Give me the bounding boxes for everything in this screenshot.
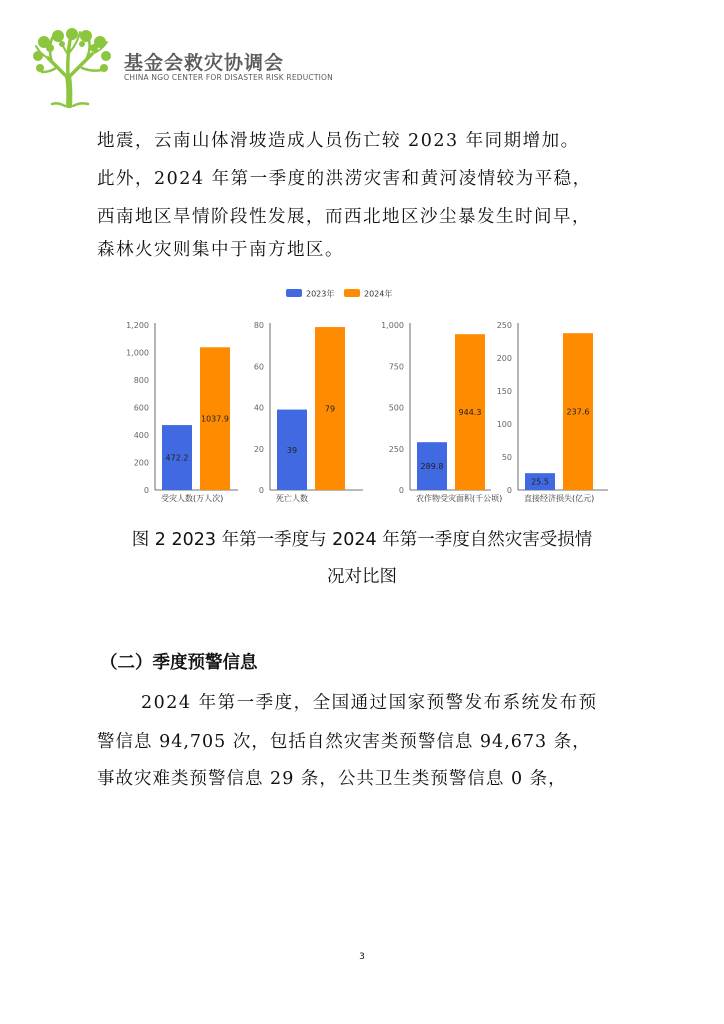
paragraph-line: 此外，2024 年第一季度的洪涝灾害和黄河凌情较为平稳，: [97, 169, 592, 189]
category-label: 直接经济损失(亿元): [524, 494, 595, 503]
data-label: 1037.9: [201, 414, 229, 424]
y-tick-label: 600: [133, 403, 149, 413]
data-label: 79: [324, 404, 336, 414]
paragraph-line: 2024 年第一季度，全国通过国家预警发布系统发布预: [141, 693, 598, 713]
y-tick-label: 80: [253, 321, 264, 330]
paragraph-line: 西南地区旱情阶段性发展，而西北地区沙尘暴发生时间早，: [97, 207, 591, 227]
y-tick-label: 1,000: [381, 321, 404, 330]
org-name: 基金会救灾协调会: [124, 52, 285, 74]
data-label: 25.5: [531, 477, 549, 487]
data-label: 944.3: [458, 408, 482, 418]
legend-swatch: [344, 289, 360, 297]
paragraph-line: 地震，云南山体滑坡造成人员伤亡较 2023 年同期增加。: [97, 131, 580, 151]
data-label: 472.2: [165, 453, 189, 463]
y-tick-label: 60: [253, 362, 264, 372]
category-label: 受灾人数(万人次): [161, 494, 224, 503]
data-label: 289.8: [420, 462, 444, 472]
y-tick-label: 0: [506, 486, 512, 495]
legend-swatch: [286, 289, 302, 297]
category-label: 农作物受灾面积(千公顷): [416, 494, 503, 503]
y-tick-label: 0: [258, 486, 264, 495]
y-tick-label: 0: [143, 486, 149, 495]
data-label: 39: [286, 445, 298, 455]
page-number: 3: [359, 952, 365, 962]
y-tick-label: 200: [133, 458, 149, 468]
y-tick-label: 500: [388, 403, 404, 413]
y-tick-label: 250: [496, 321, 512, 330]
y-tick-label: 150: [496, 387, 512, 396]
tree-logo-icon: [32, 28, 112, 108]
y-tick-label: 40: [253, 403, 264, 413]
y-tick-label: 400: [133, 431, 149, 440]
y-tick-label: 250: [388, 444, 404, 454]
figure-caption-line2: 况对比图: [327, 567, 397, 587]
category-label: 死亡人数: [276, 494, 308, 503]
y-tick-label: 0: [398, 486, 404, 495]
data-label: 237.6: [566, 407, 590, 417]
paragraph-line: 森林火灾则集中于南方地区。: [97, 240, 344, 260]
y-tick-label: 100: [496, 420, 512, 429]
y-tick-label: 750: [388, 362, 404, 372]
y-tick-label: 50: [501, 453, 512, 462]
legend-label: 2024年: [364, 289, 393, 299]
legend-label: 2023年: [306, 289, 335, 299]
paragraph-line: 警信息 94,705 次，包括自然灾害类预警信息 94,673 条，: [97, 732, 591, 752]
disaster-comparison-chart: [118, 282, 608, 504]
paragraph-line: 事故灾难类预警信息 29 条，公共卫生类预警信息 0 条，: [97, 769, 567, 789]
org-name-en: CHINA NGO CENTER FOR DISASTER RISK REDUCTION: [124, 73, 333, 82]
y-tick-label: 800: [133, 376, 149, 385]
y-tick-label: 200: [496, 354, 512, 363]
figure-caption-line1: 图 2 2023 年第一季度与 2024 年第一季度自然灾害受损情: [131, 530, 593, 550]
y-tick-label: 20: [253, 444, 264, 454]
y-tick-label: 1,000: [126, 348, 149, 358]
section-heading: （二）季度预警信息: [100, 653, 258, 673]
y-tick-label: 1,200: [126, 321, 149, 330]
